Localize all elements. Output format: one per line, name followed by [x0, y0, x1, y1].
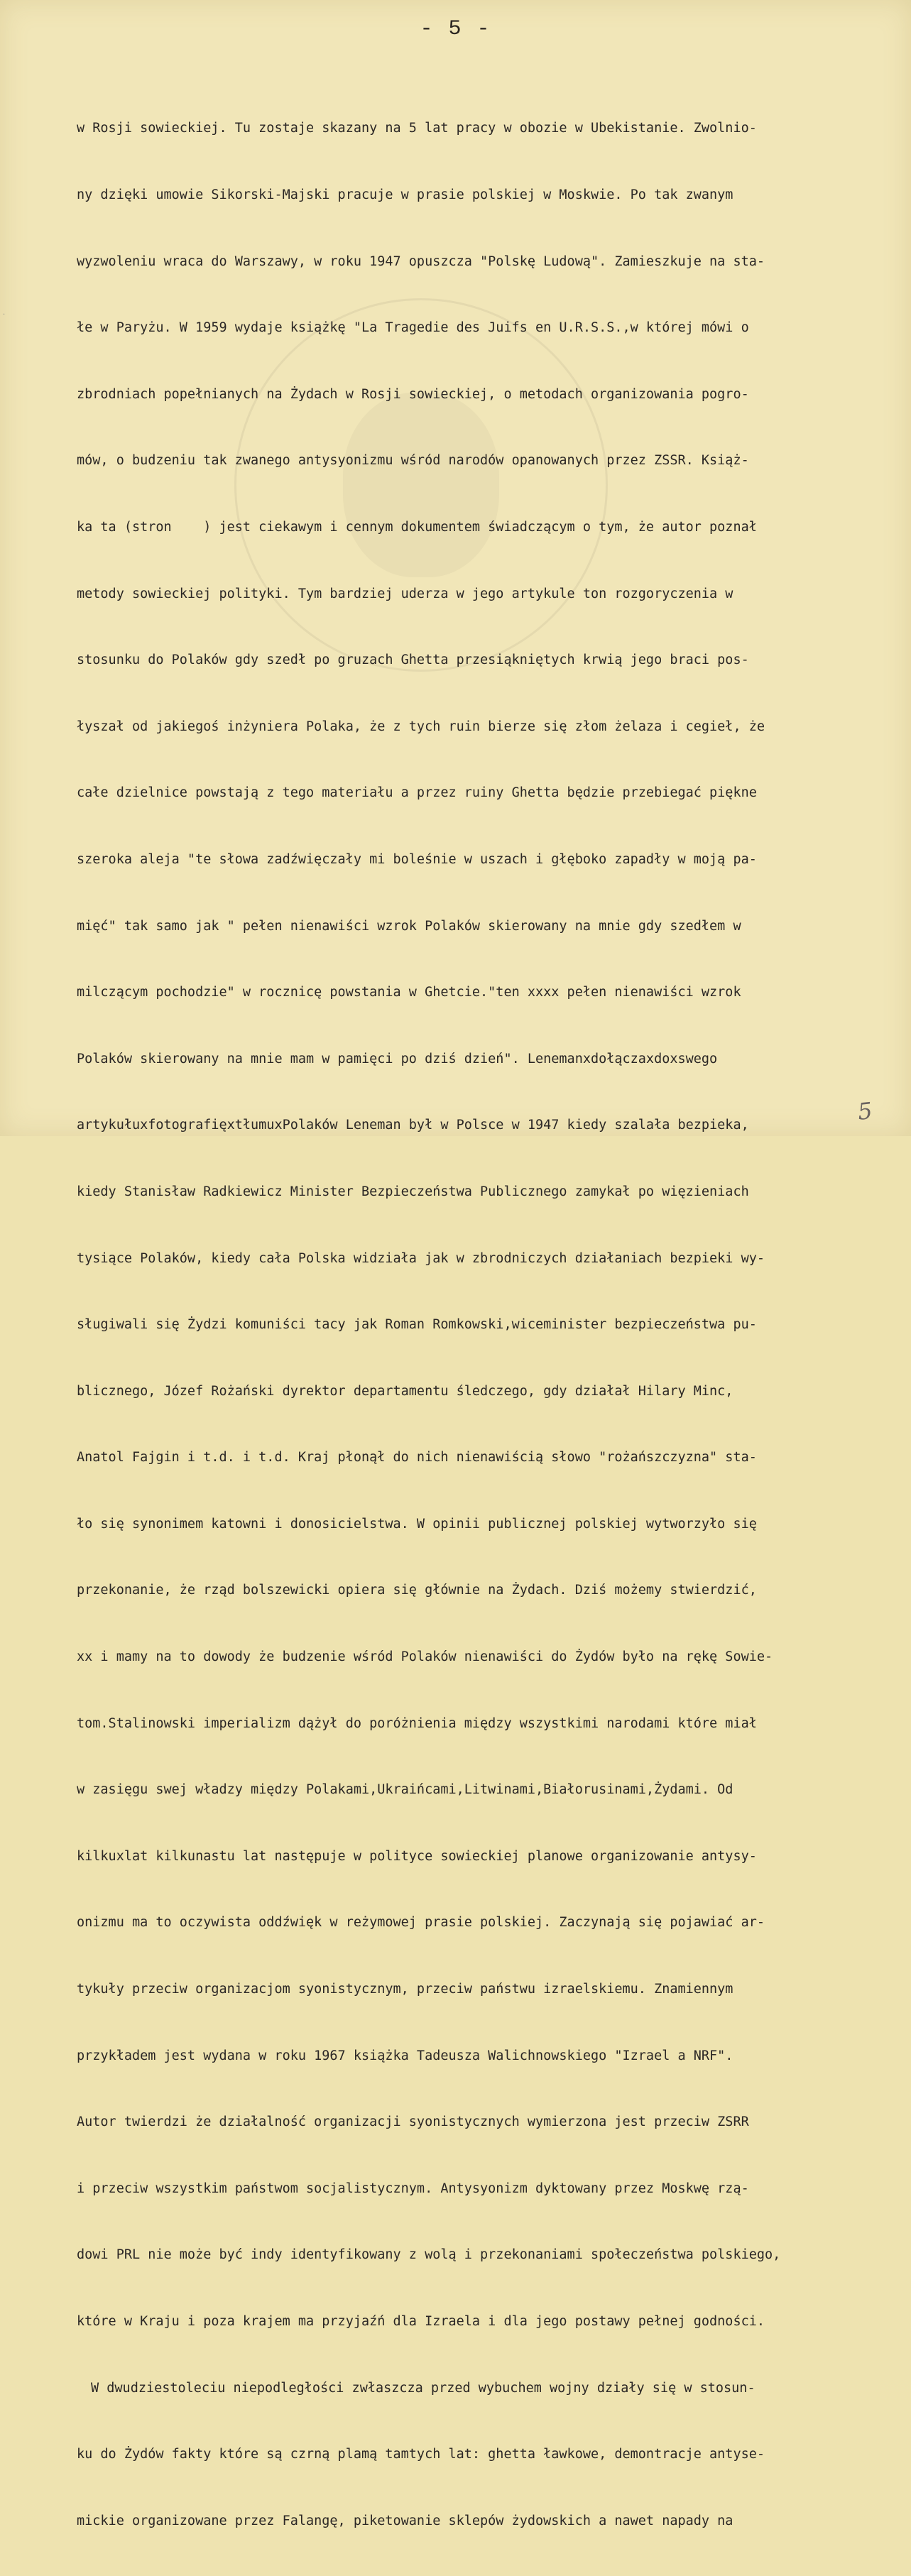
text-line: artykułuxfotografięxtłumuxPolaków Leneman był w Polsce w 1947 kiedy szalała bezpieka, [77, 1118, 749, 1133]
text-line: i przeciw wszystkim państwom socjalistycznym. Antysyonizm dyktowany przez Moskwę rzą- [77, 2181, 749, 2196]
text-line: ka ta (stron ) jest ciekawym i cennym dokumentem świadczącym o tym, że autor poznał [77, 519, 757, 535]
text-line: mów, o budzeniu tak zwanego antysyonizmu wśród narodów opanowanych przez ZSSR. Książ- [77, 453, 749, 469]
text-line: które w Kraju i poza krajem ma przyjaźń dla Izraela i dla jego postawy pełnej godności. [77, 2314, 765, 2329]
text-line: przykładem jest wydana w roku 1967 książka Tadeusza Walichnowskiego "Izrael a NRF". [77, 2048, 733, 2063]
text-line: blicznego, Józef Rożański dyrektor departamentu śledczego, gdy działał Hilary Minc, [77, 1383, 733, 1399]
text-line: xx i mamy na to dowody że budzenie wśród Polaków nienawiści do Żydów było na rękę Sowie- [77, 1649, 773, 1665]
text-line: mięć" tak samo jak " pełen nienawiści wzrok Polaków skierowany na mnie gdy szedłem w [77, 918, 741, 934]
text-line: wyzwoleniu wraca do Warszawy, w roku 1947 opuszcza "Polskę Ludową". Zamieszkuje na sta- [77, 253, 765, 269]
text-line: kiedy Stanisław Radkiewicz Minister Bezpieczeństwa Publicznego zamykał po więzieniach [77, 1184, 749, 1199]
handwritten-page-number: 5 [856, 1097, 873, 1125]
text-line: w zasięgu swej władzy między Polakami,Ukraińcami,Litwinami,Białorusinami,Żydami. Od [77, 1782, 733, 1798]
page-number: - 5 - [420, 17, 491, 41]
paragraph-start-line: W dwudziestoleciu niepodległości zwłaszcza przed wybuchem wojny działy się w stosun- [91, 2380, 755, 2396]
text-line: tysiące Polaków, kiedy cała Polska widziała jak w zbrodniczych działaniach bezpieki wy- [77, 1250, 765, 1266]
text-line: w Rosji sowieckiej. Tu zostaje skazany na 5 lat pracy w obozie w Ubekistanie. Zwolnio- [77, 121, 757, 136]
text-line: łe w Paryżu. W 1959 wydaje książkę "La Tragedie des Juifs en U.R.S.S.,w której mówi o [77, 320, 749, 336]
text-line: mickie organizowane przez Falangę, piketowanie sklepów żydowskich a nawet napady na [77, 2513, 733, 2528]
text-line: stosunku do Polaków gdy szedł po gruzach Ghetta przesiąkniętych krwią jego braci pos- [77, 653, 749, 668]
text-line: ku do Żydów fakty które są czrną plamą tamtych lat: ghetta ławkowe, demontracje antyse- [77, 2447, 765, 2462]
text-line: zbrodniach popełnianych na Żydach w Rosji sowieckiej, o metodach organizowania pogro- [77, 386, 749, 402]
text-line: łyszał od jakiegoś inżyniera Polaka, że z tych ruin bierze się złom żelaza i cegieł, że [77, 719, 765, 734]
text-line: milczącym pochodzie" w rocznicę powstania w Ghetcie."ten xxxx pełen nienawiści wzrok [77, 985, 741, 1000]
text-line: przekonanie, że rząd bolszewicki opiera się głównie na Żydach. Dziś możemy stwierdzić, [77, 1583, 757, 1598]
text-line: całe dzielnice powstają z tego materiału a przez ruiny Ghetta będzie przebiegać piękne [77, 785, 757, 801]
text-line: ło się synonimem katowni i donosicielstwa. W opinii publicznej polskiej wytworzyło się [77, 1516, 757, 1532]
text-line: tykuły przeciw organizacjom syonistycznym, przeciw państwu izraelskiemu. Znamiennym [77, 1982, 733, 1997]
text-line: sługiwali się Żydzi komuniści tacy jak Roman Romkowski,wiceminister bezpieczeństwa pu- [77, 1317, 757, 1333]
text-line: szeroka aleja "te słowa zadźwięczały mi boleśnie w uszach i głęboko zapadły w moją pa- [77, 851, 757, 867]
text-line: ny dzięki umowie Sikorski-Majski pracuje w prasie polskiej w Moskwie. Po tak zwanym [77, 187, 733, 202]
text-line: dowi PRL nie może być indy identyfikowany z wolą i przekonaniami społeczeństwa polskiego, [77, 2247, 781, 2263]
text-line: Anatol Fajgin i t.d. i t.d. Kraj płonął do nich nienawiścią słowo "rożańszczyzna" sta- [77, 1450, 757, 1466]
text-line: onizmu ma to oczywista oddźwięk w reżymowej prasie polskiej. Zaczynają się pojawiać ar- [77, 1915, 765, 1931]
margin-dot: · [3, 311, 6, 319]
text-line: kilkuxlat kilkunastu lat następuje w polityce sowieckiej planowe organizowanie antysy- [77, 1848, 757, 1864]
text-line: Autor twierdzi że działalność organizacji syonistycznych wymierzona jest przeciw ZSRR [77, 2114, 749, 2130]
text-line: Polaków skierowany na mnie mam w pamięci po dziś dzień". Lenemanxdołączaxdoxswego [77, 1051, 718, 1066]
text-line: metody sowieckiej polityki. Tym bardziej uderza w jego artykule ton rozgoryczenia w [77, 586, 733, 601]
text-line: tom.Stalinowski imperializm dążył do poróżnienia między wszystkimi narodami które miał [77, 1715, 757, 1731]
typed-text-body [77, 73, 893, 2576]
